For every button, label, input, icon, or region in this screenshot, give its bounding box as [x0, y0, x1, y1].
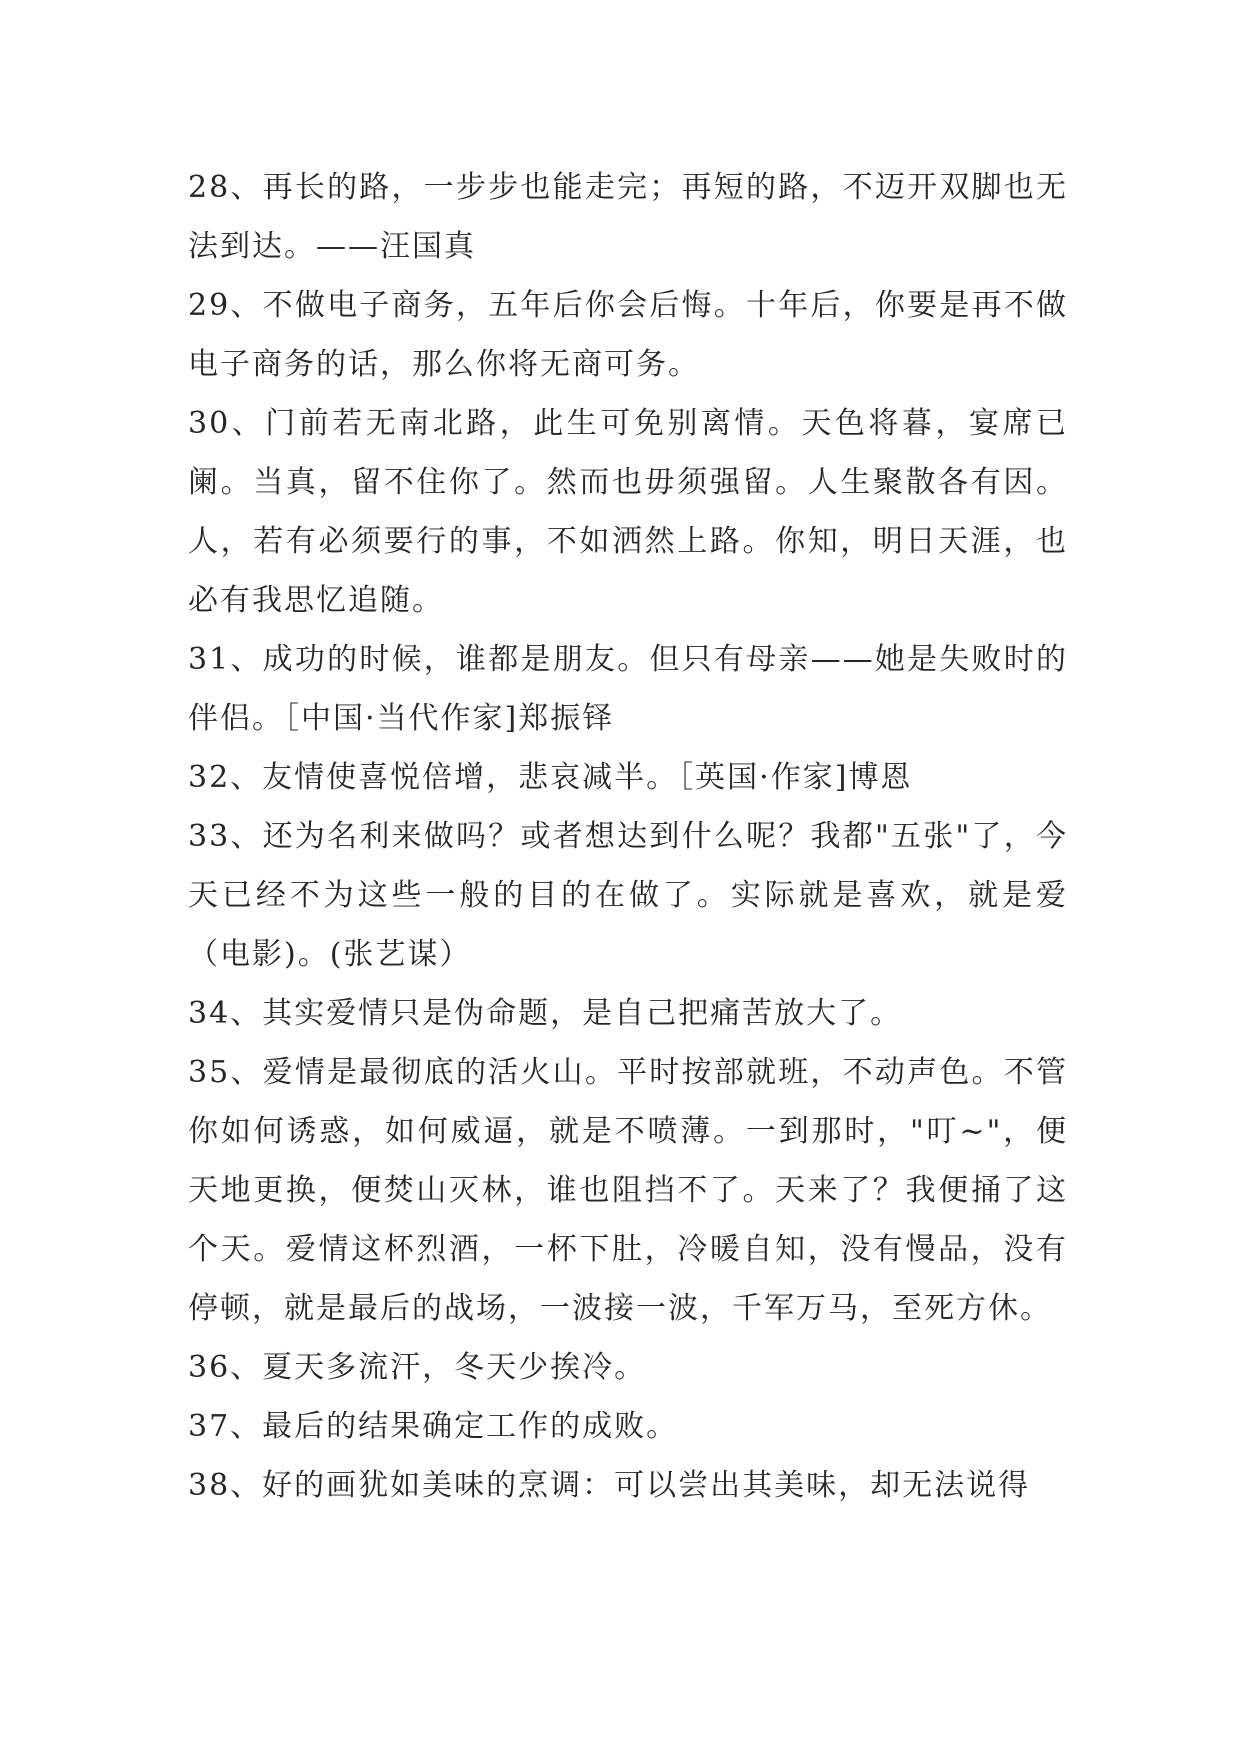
paragraph-35: 35、爱情是最彻底的活火山。平时按部就班，不动声色。不管你如何诱惑，如何威逼，就是不喷薄。一到那时，"叮~"，便天地更换，便焚山灭林，谁也阻挡不了。天来了？我便捅了这个天。爱情这杯烈酒，一杯下肚，冷暖自知，没有慢品，没有停顿，就是最后的战场，一波接一波，千军万马，至死方休。	[188, 1055, 1068, 1326]
paragraph-30: 30、门前若无南北路，此生可免别离情。天色将暮，宴席已阑。当真，留不住你了。然而也毋须强留。人生聚散各有因。人，若有必须要行的事，不如洒然上路。你知，明日天涯，也必有我思忆追随。	[188, 406, 1068, 618]
paragraph-36: 36、夏天多流汗，冬天少挨冷。	[188, 1350, 647, 1385]
paragraph-38: 38、好的画犹如美味的烹调：可以尝出其美味，却无法说得	[188, 1468, 1031, 1503]
paragraph-31: 31、成功的时候，谁都是朋友。但只有母亲——她是失败时的伴侣。［中国·当代作家]郑振铎	[188, 642, 1068, 736]
paragraph-29: 29、不做电子商务，五年后你会后悔。十年后，你要是再不做电子商务的话，那么你将无商可务。	[188, 288, 1068, 382]
paragraph-28: 28、再长的路，一步步也能走完；再短的路，不迈开双脚也无法到达。——汪国真	[188, 170, 1068, 264]
paragraph-32: 32、友情使喜悦倍增，悲哀减半。［英国·作家]博恩	[188, 760, 913, 795]
paragraph-37: 37、最后的结果确定工作的成败。	[188, 1409, 679, 1444]
document-body	[188, 158, 1068, 1515]
paragraph-33: 33、还为名利来做吗？或者想达到什么呢？我都"五张"了，今天已经不为这些一般的目的在做了。实际就是喜欢，就是爱（电影)。(张艺谋）	[188, 819, 1068, 972]
paragraph-34: 34、其实爱情只是伪命题，是自己把痛苦放大了。	[188, 996, 903, 1031]
